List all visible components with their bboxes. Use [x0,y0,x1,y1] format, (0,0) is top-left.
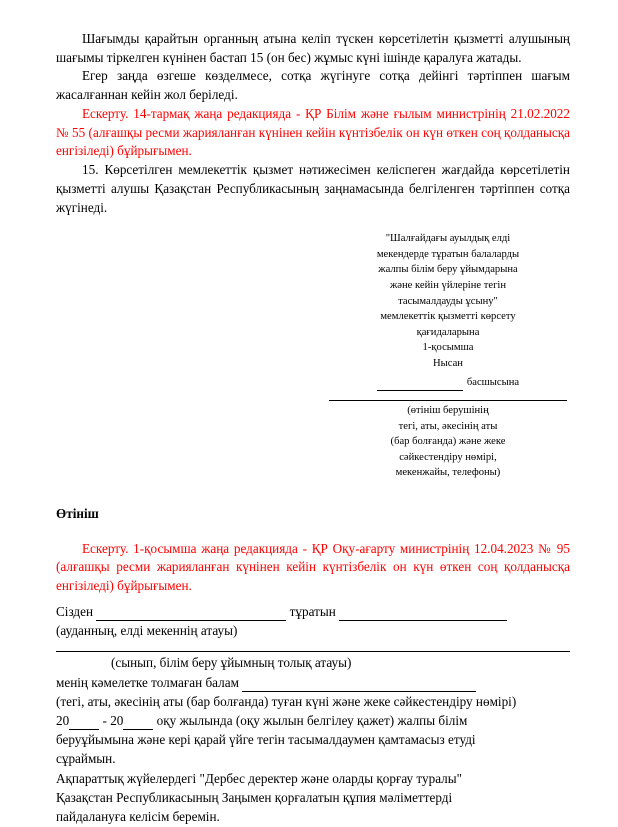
district-name-input[interactable] [96,607,286,621]
year-end-input[interactable] [123,716,153,730]
consent-line-1: Ақпараттық жүйелердегі "Дербес деректер және оларды қорғау туралы" [56,770,463,786]
note-order-14: Ескерту. 14-тармақ жаңа редакцияда - ҚР Білім және ғылым министрінің 21.02.2022 № 55 (алғашқы ресми жарияланған күнінен кейін күнтізбелік он күн өткен соң қолданысқа енгізіледі) бұйрығымен. [56,105,570,159]
label-academic-year-rest: оқу жылында (оқу жылын белгілеу қажет) жалпы білім [156,713,468,729]
applicant-caption-line-4: сәйкестендіру нөмірі, [399,451,497,463]
rule-title-line-2: мекендерде тұратын балаларды [376,248,520,260]
paragraph-14-body: Шағымды қарайтын органның атына келіп түскен көрсетілетін қызметті алушының шағымы тіркелген күнінен бастап 15 (он бес) жұмыс күні ішінде қаралуға жатады. [56,31,570,65]
request-line-2: сұраймын. [56,751,116,767]
service-rules-line-1: мемлекеттік қызметті көрсету [380,311,516,323]
caption-school: (сынып, білім беру ұйымның толық атауы) [111,655,352,671]
label-from: Сізден [56,603,94,619]
rule-title-line-3: жалпы білім беру ұйымдарына [378,264,518,276]
document-content [56,30,570,827]
residence-input[interactable] [339,607,507,621]
paragraph-15: 15. Көрсетілген мемлекеттік қызмет нәтижесімен келіспеген жағдайда көрсетілетін қызметті алушы Қазақстан Республикасының заңнамасында белгіленген тәртіппен сотқа жүгінеді. [56,162,570,215]
rule-title-line-1: "Шалғайдағы ауылдық елді [385,233,511,245]
addressee-block [329,231,567,480]
head-name-blank[interactable] [377,380,463,391]
paragraph-court-appeal: Егер заңда өзгеше көзделмесе, сотқа жүгінуге сотқа дейінгі тәртіппен шағым жасалғаннан кейін жол беріледі. [56,68,570,103]
label-child: менің кәмелетке толмаған балам [56,674,239,690]
form-word: Нысан [433,357,463,369]
annex-number: 1-қосымша [422,342,474,354]
service-rules-line-2: қағидаларына [416,326,480,338]
rule-title-line-5: тасымалдауды ұсыну" [398,295,498,307]
rule-title-line-4: және кейін үйлеріне тегін [389,280,507,292]
head-label: басшысына [466,377,520,389]
label-living: тұратын [289,603,336,619]
caption-district: (ауданның, елді мекеннің атауы) [56,622,238,638]
school-name-input[interactable] [56,651,570,652]
form-row-from [56,602,570,621]
applicant-caption-line-1: (өтініш берушінің [407,404,489,416]
form-row-child [56,673,570,692]
year-start-input[interactable] [69,716,99,730]
applicant-caption-line-3: (бар болғанда) және жеке [390,436,506,448]
child-name-input[interactable] [242,678,476,692]
request-line-1: беруұйымына және кері қарай үйге тегін тасымалдаумен қамтамасыз етуді [56,732,476,748]
caption-child: (тегі, аты, әкесінің аты (бар болғанда) туған күні және жеке сәйкестендіру нөмірі) [56,693,517,709]
form-row-year [56,711,570,730]
applicant-caption-line-5: мекенжайы, телефоны) [395,467,501,479]
year-separator: - [102,713,107,729]
head-of-organization-row [329,375,567,391]
note-order-annex-1: Ескерту. 1-қосымша жаңа редакцияда - ҚР Оқу-ағарту министрінің 12.04.2023 № 95 (алғашқы ресми жарияланған күнінен кейін күнтізбелік он күн өткен соң қолданысқа енгізіледі) бұйрығымен. [56,540,570,593]
year-prefix-1: 20 [56,713,70,729]
applicant-name-blank[interactable] [329,400,567,401]
applicant-caption-line-2: тегі, аты, әкесінің аты [398,420,498,432]
consent-line-2: Қазақстан Республикасының Заңымен қорғалатын құпия мәліметтерді [56,789,453,805]
application-heading: Өтініш [56,505,99,521]
application-form [56,602,570,827]
year-prefix-2: 20 [110,713,124,729]
consent-line-3: пайдалануға келісім беремін. [56,809,220,825]
